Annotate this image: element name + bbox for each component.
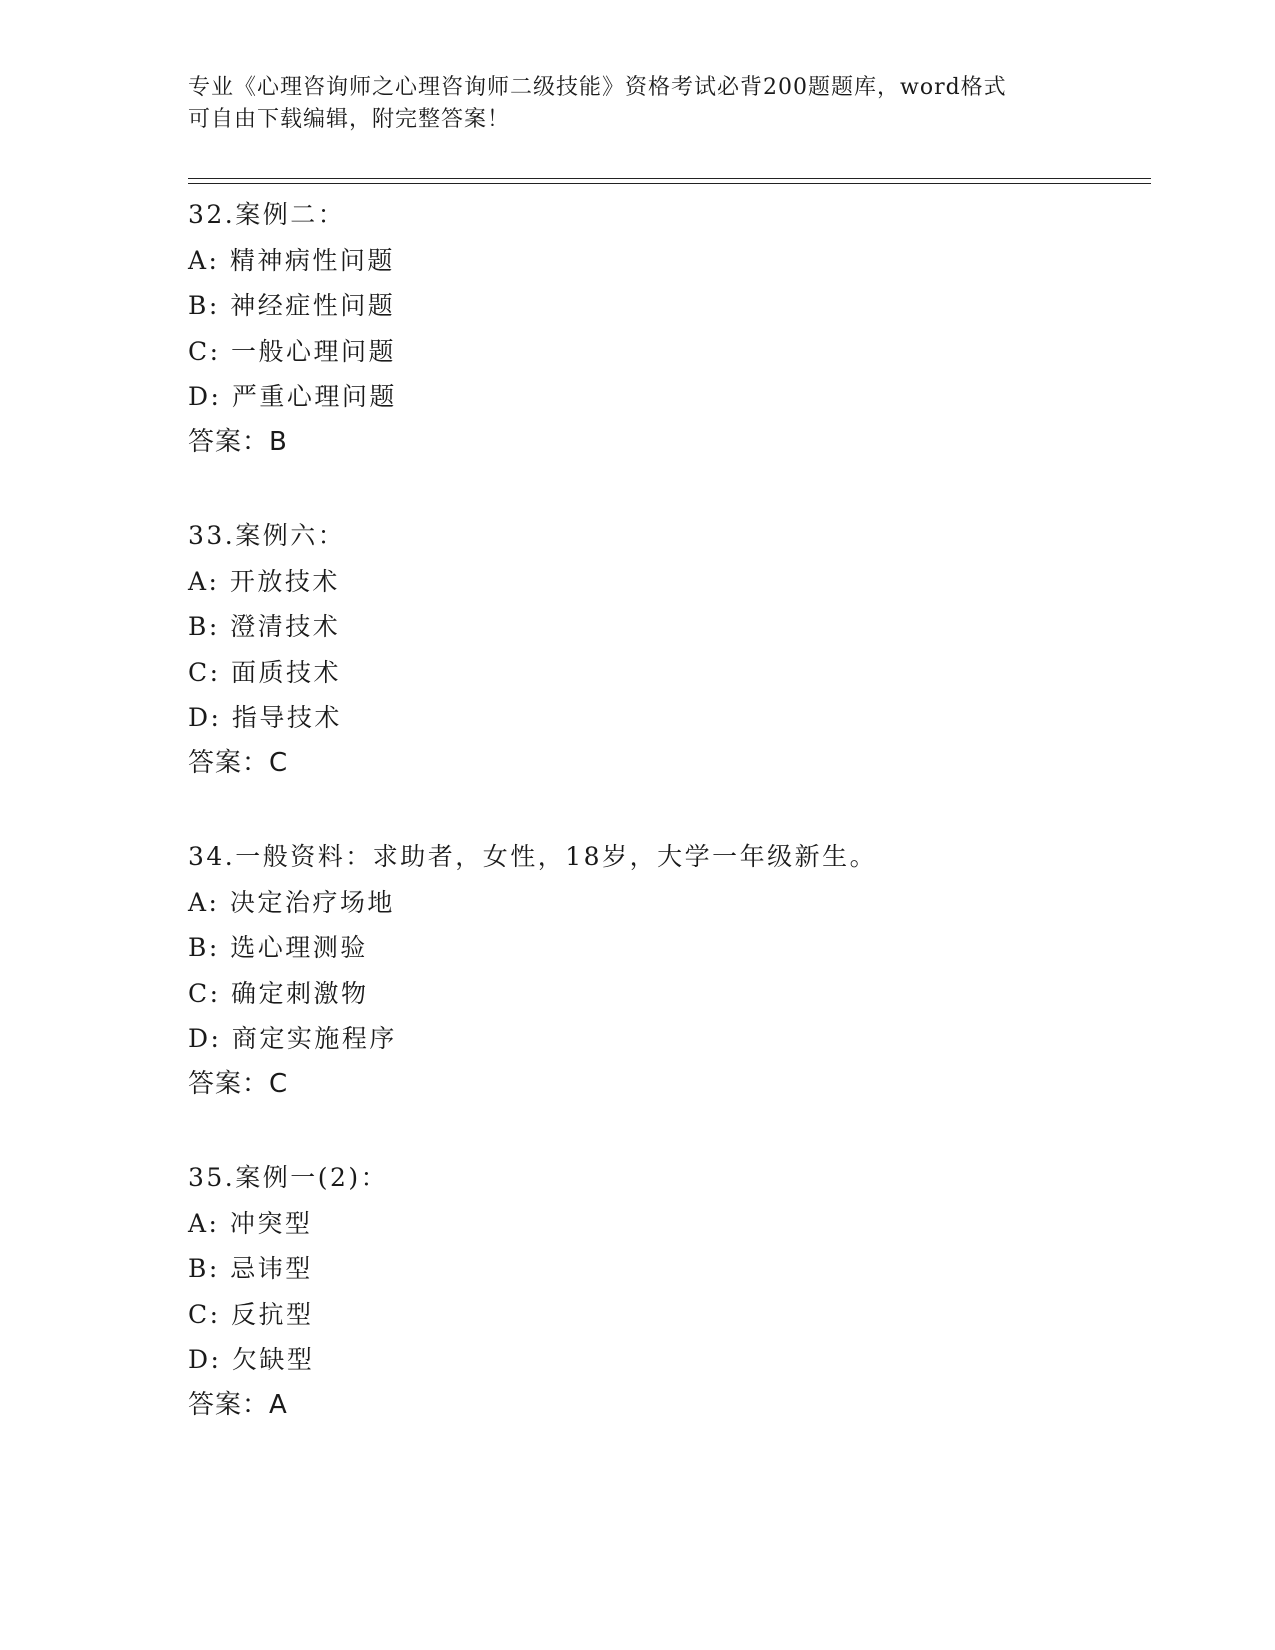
- option-b: B: 忌讳型: [188, 1254, 313, 1283]
- option-c: C: 一般心理问题: [188, 336, 396, 366]
- header-divider-bottom: [188, 183, 1151, 184]
- option-a: A: 决定治疗场地: [188, 887, 395, 917]
- question-stem: 35.案例一(2)：: [188, 1163, 389, 1192]
- option-d: D: 欠缺型: [188, 1345, 315, 1374]
- header-line-1: 专业《心理咨询师之心理咨询师二级技能》资格考试必背200题题库，word格式: [188, 75, 1007, 100]
- option-a: A: 精神病性问题: [188, 245, 395, 275]
- option-c: C: 反抗型: [188, 1299, 314, 1329]
- document-header: [188, 72, 1088, 136]
- option-d: D: 严重心理问题: [188, 382, 397, 411]
- option-a: A: 开放技术: [188, 566, 340, 596]
- answer-line: 答案：C: [188, 1068, 289, 1099]
- option-a: A: 冲突型: [188, 1208, 313, 1238]
- option-d: D: 指导技术: [188, 703, 342, 732]
- option-c: C: 面质技术: [188, 657, 341, 687]
- question-34: [188, 834, 1148, 1107]
- option-b: B: 澄清技术: [188, 612, 341, 641]
- answer-line: 答案：B: [188, 426, 288, 457]
- option-c: C: 确定刺激物: [188, 978, 369, 1008]
- option-b: B: 选心理测验: [188, 933, 368, 962]
- option-b: B: 神经症性问题: [188, 291, 396, 320]
- question-stem: 32.案例二：: [188, 200, 346, 229]
- question-stem: 34.一般资料：求助者，女性，18岁，大学一年级新生。: [188, 842, 878, 871]
- question-35: [188, 1155, 1148, 1428]
- answer-line: 答案：C: [188, 747, 289, 778]
- question-stem: 33.案例六：: [188, 521, 346, 550]
- question-33: [188, 513, 1148, 786]
- question-list: [188, 192, 1148, 1476]
- option-d: D: 商定实施程序: [188, 1024, 397, 1053]
- answer-line: 答案：A: [188, 1389, 288, 1420]
- question-32: [188, 192, 1148, 465]
- header-line-2: 可自由下载编辑，附完整答案！: [188, 107, 511, 132]
- header-divider-top: [188, 178, 1151, 179]
